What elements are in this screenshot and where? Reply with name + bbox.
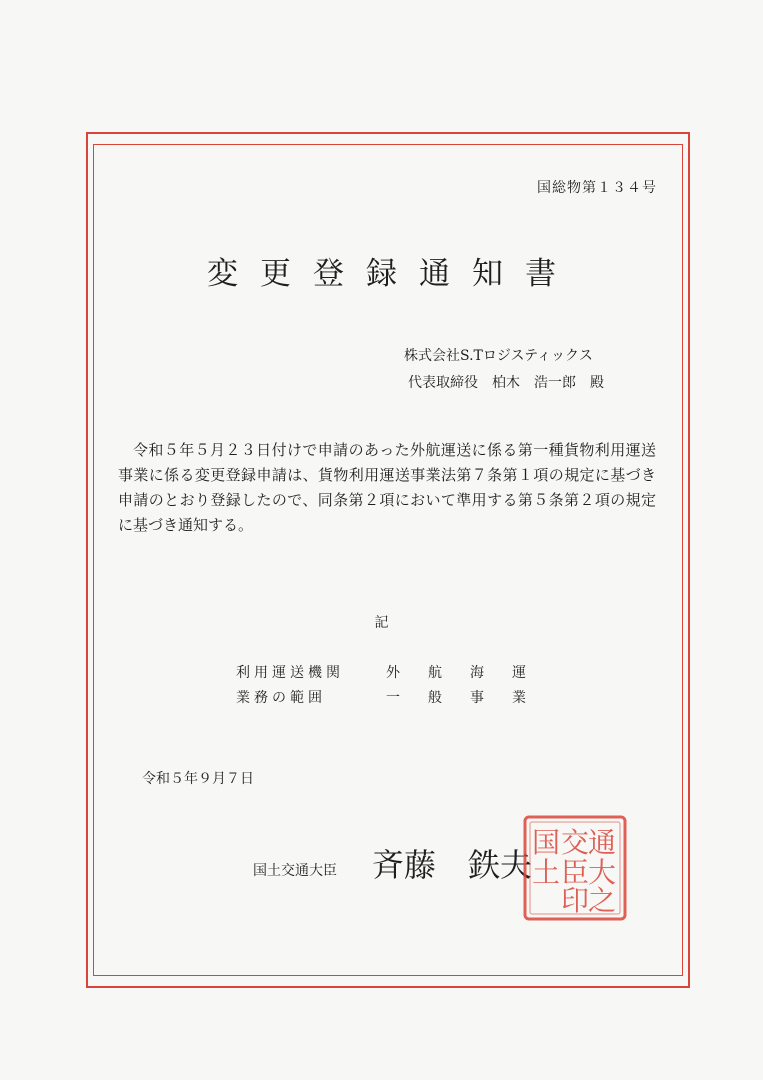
svg-text:国: 国 bbox=[531, 826, 561, 859]
detail-row-transport bbox=[236, 662, 686, 682]
detail-label: 業務の範囲 bbox=[236, 690, 326, 706]
official-seal-icon bbox=[522, 814, 628, 922]
issue-date: 令和５年９月７日 bbox=[142, 771, 254, 787]
recipient-name: 代表取締役 柏木 浩一郎 殿 bbox=[408, 375, 604, 391]
svg-text:之: 之 bbox=[587, 884, 617, 917]
detail-label: 利用運送機関 bbox=[236, 665, 344, 681]
document-title: 変更登録通知書 bbox=[207, 256, 578, 292]
ki-heading: 記 bbox=[374, 615, 389, 631]
svg-text:印: 印 bbox=[560, 884, 590, 917]
detail-value: 外航海運 bbox=[386, 665, 554, 681]
detail-row-scope bbox=[236, 687, 686, 707]
detail-value: 一般事業 bbox=[386, 690, 554, 706]
body-text: 令和５年５月２３日付けで申請のあった外航運送に係る第一種貨物利用運送事業に係る変更登録申請は、貨物利用運送事業法第７条第１項の規定に基づき申請のとおり登録したので、同条第２項において準用する第５条第２項の規定に基づき通知する。 bbox=[118, 441, 656, 534]
document-number: 国総物第１３４号 bbox=[537, 180, 657, 196]
svg-text:交: 交 bbox=[560, 826, 590, 859]
recipient-company: 株式会社S.Tロジスティックス bbox=[404, 348, 593, 364]
svg-text:通: 通 bbox=[587, 826, 617, 859]
issuer-title: 国土交通大臣 bbox=[253, 863, 337, 879]
svg-text:臣: 臣 bbox=[560, 856, 590, 889]
issuer-signature-name: 斉藤 鉄夫 bbox=[372, 846, 533, 884]
svg-text:土: 土 bbox=[531, 856, 561, 889]
svg-text:大: 大 bbox=[587, 856, 617, 889]
